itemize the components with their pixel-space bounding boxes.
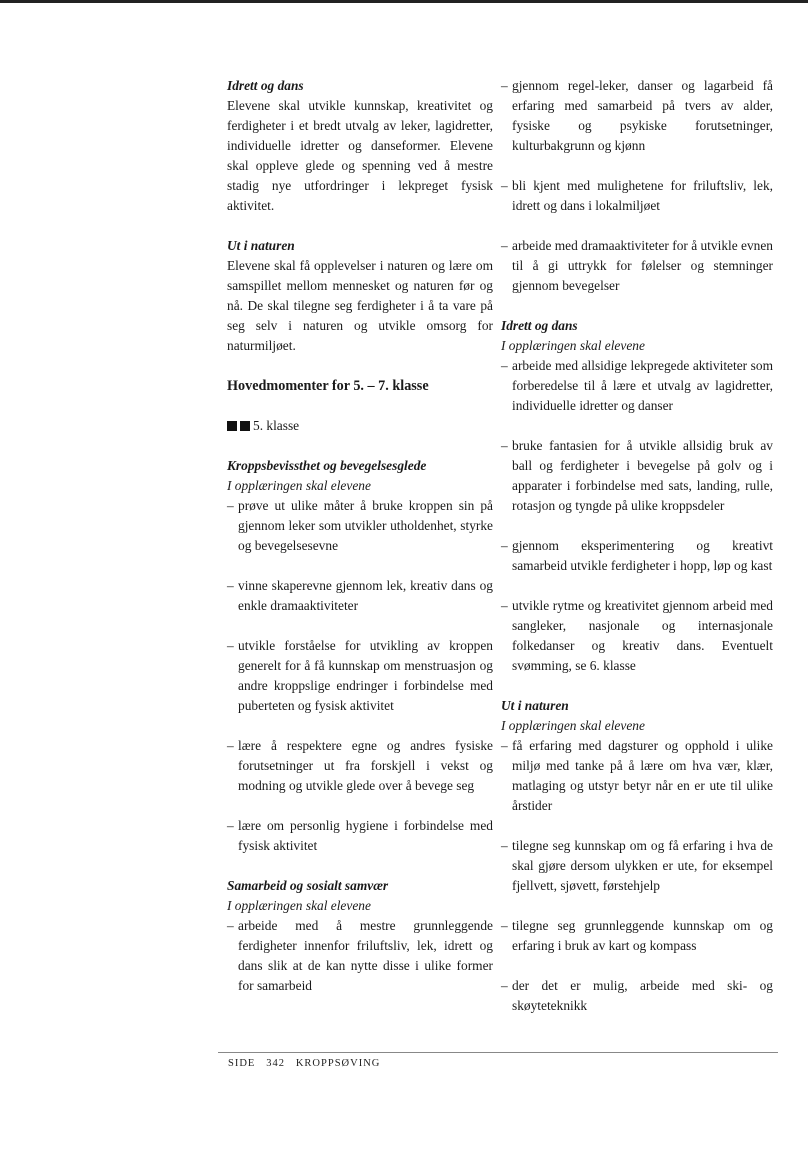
- section-text-idrett-og-dans: Elevene skal utvikle kunnskap, kreativitet og ferdigheter i et bredt utvalg av leker, lagidretter, individuelle idretter og danseformer. Elevene skal oppleve glede og spenning ved å mestre stadig nye utfordringer i lekpreget fysisk aktivitet.: [227, 98, 493, 213]
- list-item: – lære å respektere egne og andres fysiske forutsetninger ut fra forskjell i vekst og modning og utvikle glede over å bevege seg: [227, 738, 493, 793]
- list-item: – der det er mulig, arbeide med ski- og skøyteteknikk: [501, 978, 773, 1013]
- square-bullet-icon: [240, 421, 250, 431]
- section-subheading: I opplæringen skal elevene: [227, 478, 371, 493]
- main-heading: Hovedmomenter for 5. – 7. klasse: [227, 378, 429, 394]
- list-item: – gjennom eksperimentering og kreativt samarbeid utvikle ferdigheter i hopp, løp og kast: [501, 538, 773, 573]
- list-item: – arbeide med å mestre grunnleggende ferdigheter innenfor friluftsliv, lek, idrett og dans slik at de kan nytte disse i ulike former for samarbeid: [227, 918, 493, 993]
- footer-section: KROPPSØVING: [295, 1058, 381, 1069]
- section-heading-ut-i-naturen-2: Ut i naturen: [501, 698, 569, 713]
- section-heading-idrett-og-dans: Idrett og dans: [227, 78, 304, 93]
- left-column: [227, 76, 493, 996]
- section-heading-ut-i-naturen: Ut i naturen: [227, 238, 295, 253]
- page-footer: [228, 1058, 380, 1069]
- list-item: – bli kjent med mulighetene for friluftsliv, lek, idrett og dans i lokalmiljøet: [501, 178, 773, 213]
- list-item: – tilegne seg grunnleggende kunnskap om og erfaring i bruk av kart og kompass: [501, 918, 773, 953]
- list-item: – tilegne seg kunnskap om og få erfaring i hva de skal gjøre dersom ulykken er ute, for eksempel fjellvett, sjøvett, førstehjelp: [501, 838, 773, 893]
- list-item: – utvikle rytme og kreativitet gjennom arbeid med sangleker, nasjonale og internasjonale folkedanser og kreativ dans. Eventuelt svømming, se 6. klasse: [501, 598, 773, 673]
- list-item: – arbeide med dramaaktiviteter for å utvikle evnen til å gi uttrykk for følelser og stemninger gjennom bevegelser: [501, 238, 773, 293]
- section-heading-idrett-og-dans-2: Idrett og dans: [501, 318, 578, 333]
- list-item: – bruke fantasien for å utvikle allsidig bruk av ball og ferdigheter i bevegelse på golv og i apparater i forbindelse med sats, landing, rulle, rotasjon og tyngde på ulike kroppsdeler: [501, 438, 773, 513]
- top-edge-rule: [0, 0, 808, 3]
- footer-rule: [218, 1052, 778, 1053]
- list-item: – arbeide med allsidige lekpregede aktiviteter som forberedelse til å lære et utvalg av lagidretter, individuelle idretter og danser: [501, 358, 773, 413]
- list-item: – vinne skaperevne gjennom lek, kreativ dans og enkle dramaaktiviteter: [227, 578, 493, 613]
- list-item: – prøve ut ulike måter å bruke kroppen sin på gjennom leker som utvikler utholdenhet, styrke og bevegelsesevne: [227, 498, 493, 553]
- right-column: [501, 76, 773, 1016]
- section-subheading: I opplæringen skal elevene: [501, 718, 645, 733]
- class-label: 5. klasse: [227, 416, 493, 436]
- section-heading-kroppsbevissthet: Kroppsbevissthet og bevegelsesglede: [227, 458, 427, 473]
- square-bullet-icon: [227, 421, 237, 431]
- list-item: – gjennom regel-leker, danser og lagarbeid få erfaring med samarbeid på tvers av alder, fysiske og psykiske forutsetninger, kulturbakgrunn og kjønn: [501, 78, 773, 153]
- section-heading-samarbeid: Samarbeid og sosialt samvær: [227, 878, 389, 893]
- page-number: 342: [266, 1058, 285, 1069]
- section-subheading: I opplæringen skal elevene: [227, 898, 371, 913]
- footer-side-label: SIDE: [228, 1058, 256, 1069]
- list-item: – få erfaring med dagsturer og opphold i ulike miljø med tanke på å lære om hva vær, klær, matlaging og utstyr betyr når en er ute til ulike årstider: [501, 738, 773, 813]
- list-item: – utvikle forståelse for utvikling av kroppen generelt for å få kunnskap om menstruasjon og andre kroppslige endringer i forbindelse med puberteten og fysisk aktivitet: [227, 638, 493, 713]
- section-text-ut-i-naturen: Elevene skal få opplevelser i naturen og lære om samspillet mellom mennesket og naturen før og nå. De skal tilegne seg ferdigheter i å ta vare på seg selv i naturen og utvikle omsorg for naturmiljøet.: [227, 258, 493, 353]
- list-item: – lære om personlig hygiene i forbindelse med fysisk aktivitet: [227, 818, 493, 853]
- section-subheading: I opplæringen skal elevene: [501, 338, 645, 353]
